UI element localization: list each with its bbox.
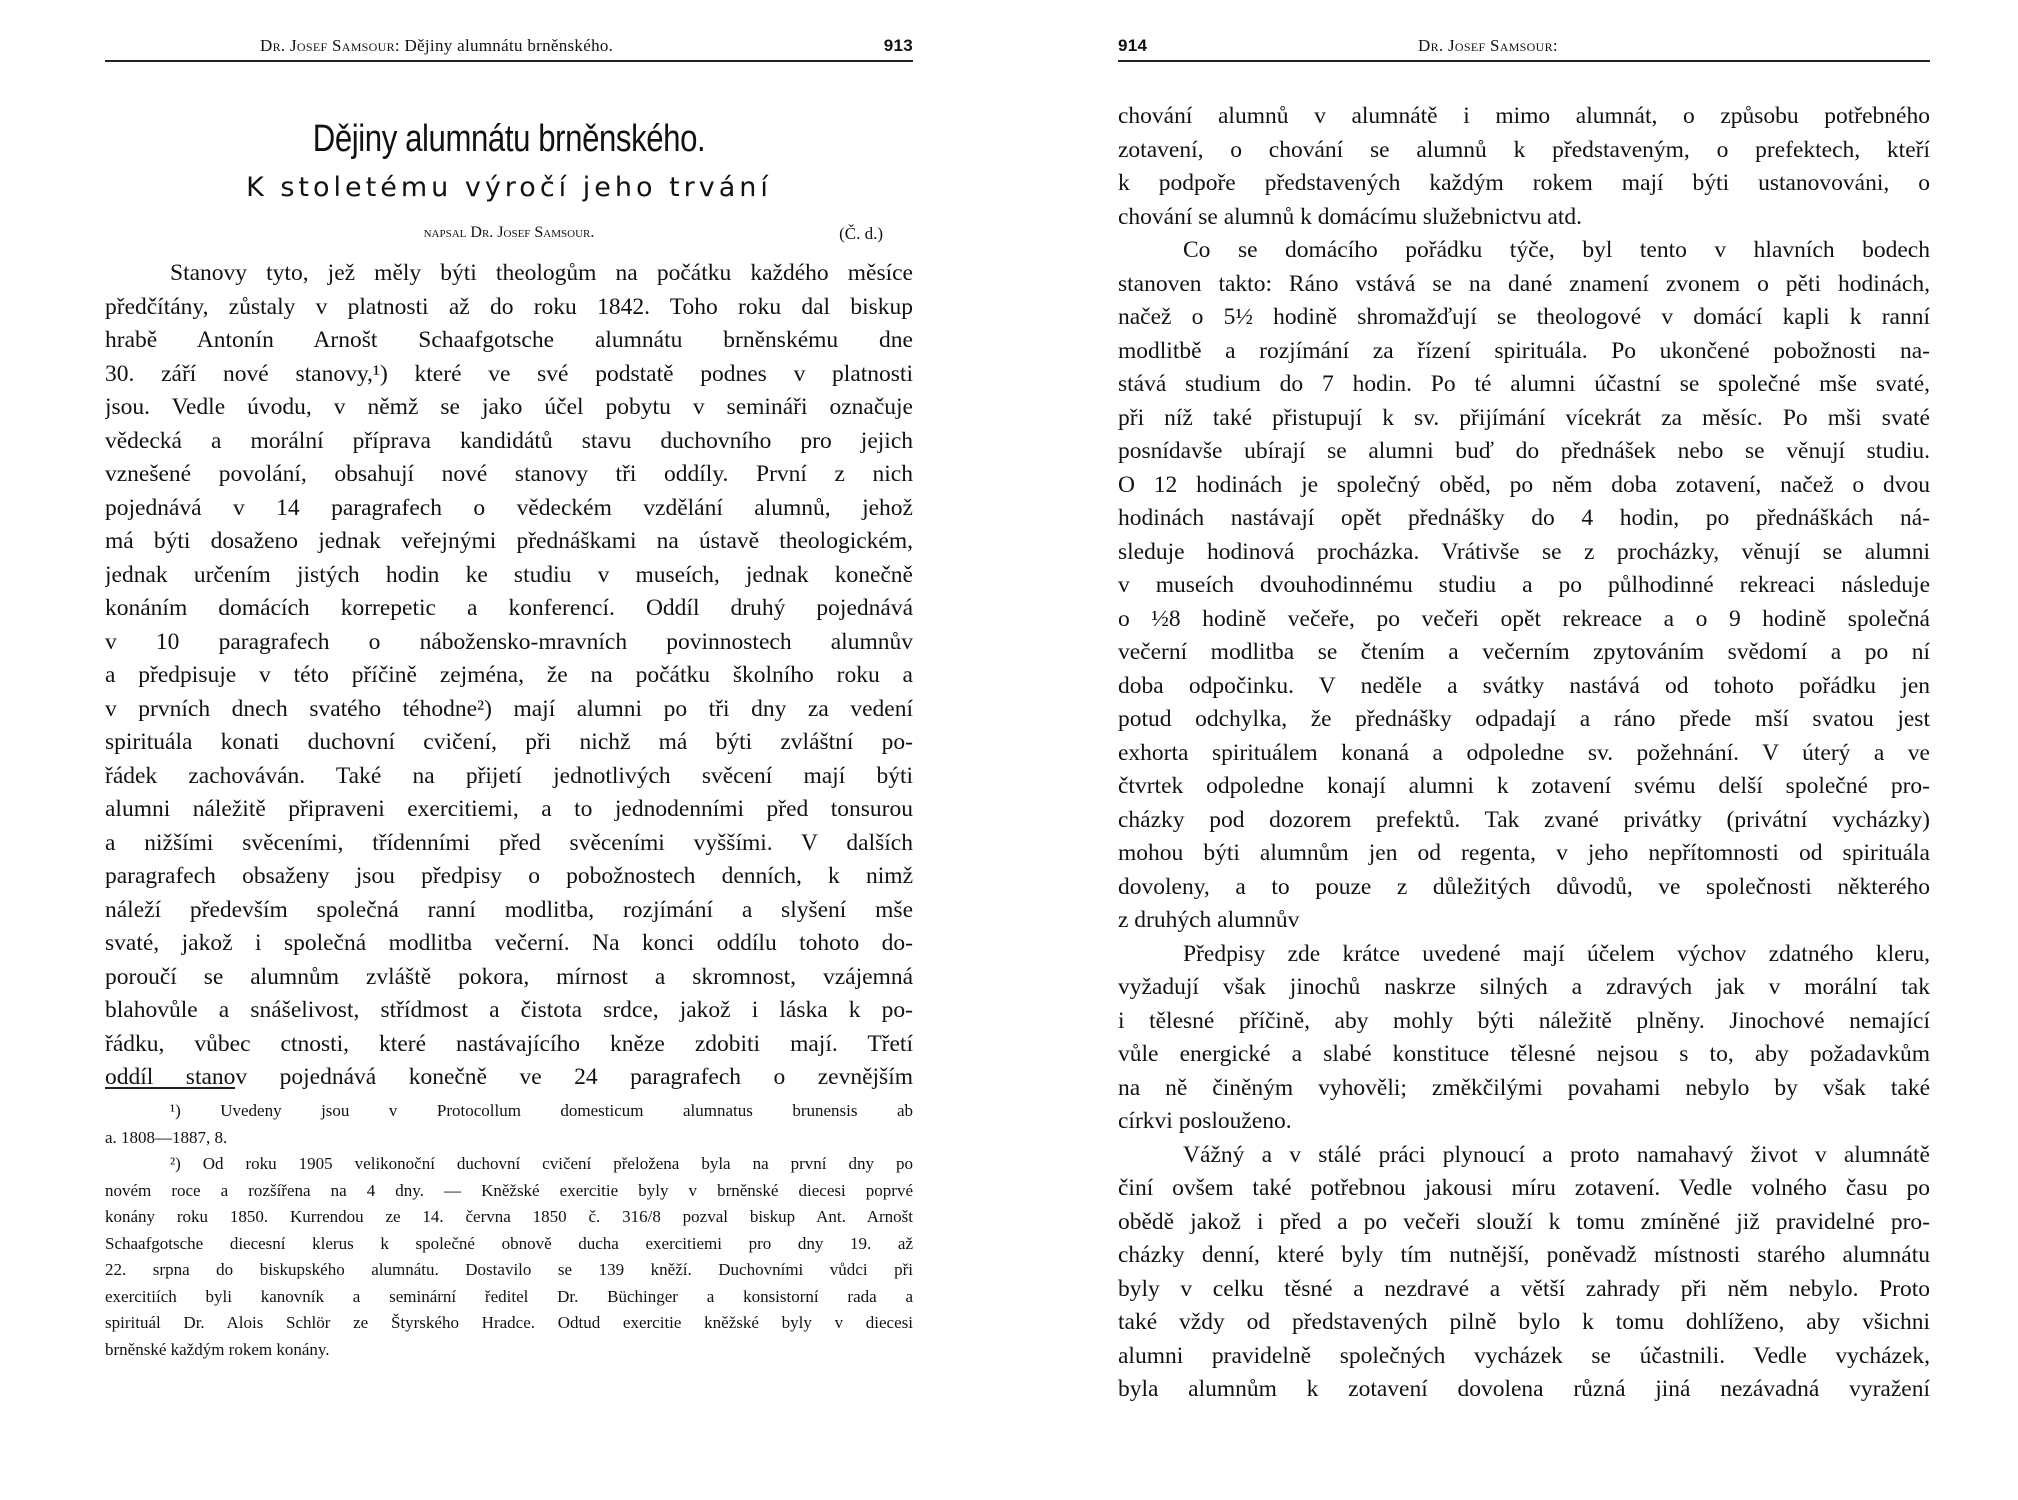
page-number: 913: [883, 36, 913, 55]
text-line: poroučí se alumnům zvláště pokora, mírnost a skromnost, vzájemná: [105, 963, 913, 990]
running-head-author: Dr. Josef Samsour:: [1418, 36, 1558, 55]
text-line: dovoleny, a to pouze z důležitých důvodů, ve společnosti některého: [1118, 873, 1930, 900]
text-line: vůle energické a slabé konstituce tělesné nejsou s to, aby požadavkům: [1118, 1041, 1930, 1067]
text-line: Co se domácího pořádku týče, byl tento v hlavních bodech: [1183, 237, 1930, 263]
text-line: večerní modlitba se čtením a večerním zpytováním svědomí a po ní: [1118, 639, 1930, 665]
footnote-line: spirituál Dr. Alois Schlör ze Štyrského Hradce. Odtud exercitie kněžské byly v diecesi: [105, 1313, 913, 1332]
byline-author: napsal Dr. Josef Samsour.: [423, 224, 595, 241]
text-line: řádek zachováván. Také na přijetí jednotlivých svěcení mají býti: [105, 762, 913, 789]
page-number: 914: [1118, 36, 1148, 55]
text-line: konáním domácích korrepetic a konferencí. Oddíl druhý pojednává: [105, 595, 913, 621]
text-line: při níž také přistupují k sv. přijímání vícekrát za měsíc. Po mši svaté: [1118, 404, 1930, 431]
article-subtitle: K stoletému výročí jeho trvání: [246, 172, 772, 203]
text-line: zotavení, o chování se alumnů k představeným, o prefektech, kteří: [1118, 136, 1930, 163]
text-line: jednak určením jistých hodin ke studiu v museích, jednak konečně: [105, 561, 913, 588]
text-line: alumni náležitě připraveni exercitiemi, a to jednodenními před tonsurou: [105, 796, 913, 822]
text-line: modlitbě a rozjímání za řízení spirituála. Po ukončené pobožnosti na-: [1118, 337, 1930, 364]
article-title: Dějiny alumnátu brněnského.: [312, 118, 706, 160]
text-line: hrabě Antonín Arnošt Schaafgotsche alumnátu brněnskému dne: [105, 327, 913, 353]
text-line: O 12 hodinách je společný oběd, po něm doba zotavení, načež o dvou: [1118, 471, 1930, 498]
continuation-note: (Č. d.): [839, 224, 883, 243]
text-line: čtvrtek odpoledne konají alumni k zotavení svému delší společné pro-: [1118, 773, 1930, 799]
text-line: posnídavše ubírají se alumni buď do přednášek nebo se věnují studiu.: [1118, 438, 1930, 464]
text-line: byla alumnům k zotavení dovolena různá jiná nezávadná vyražení: [1118, 1376, 1930, 1402]
text-line: svaté, jakož i společná modlitba večerní. Na konci oddílu tohoto do-: [105, 930, 913, 956]
text-line: cházky denní, které byly tím nutnější, poněvadž místnosti starého alumnátu: [1118, 1242, 1930, 1268]
text-line: obědě jakož i před a po večeři slouží k tomu zmíněné již pravidelné pro-: [1118, 1208, 1930, 1235]
footnote-line: ¹) Uvedeny jsou v Protocollum domesticum alumnatus brunensis ab: [170, 1101, 913, 1120]
text-line: stává studium do 7 hodin. Po té alumni účastní se společné mše svaté,: [1118, 371, 1930, 397]
text-line: potud odchylka, že přednášky odpadají a ráno přede mší svatou jest: [1118, 706, 1930, 732]
running-head: [1118, 30, 1930, 62]
text-line: církvi poslouženo.: [1118, 1108, 1292, 1134]
running-head-author: Dr. Josef Samsour:: [260, 36, 400, 55]
running-head: [105, 30, 913, 62]
text-line: i tělesné příčině, aby mohly býti náležitě plněny. Jinochové nemající: [1118, 1007, 1930, 1034]
footnote-line: konány roku 1850. Kurrendou ze 14. června 1850 č. 316/8 pozval biskup Ant. Arnošt: [105, 1207, 913, 1226]
text-line: v museích dvouhodinnému studiu a po půlhodinné rekreaci následuje: [1118, 572, 1930, 598]
text-line: činí ovšem také potřebnou jakousi míru zotavení. Vedle volného času po: [1118, 1175, 1930, 1201]
footnote-line: Schaafgotsche diecesní klerus k společné obnově ducha exercitiemi pro dny 19. až: [105, 1233, 913, 1253]
text-line: spirituála konati duchovní cvičení, při nichž má býti zvláštní po-: [105, 729, 913, 755]
footnote-line: a. 1808—1887, 8.: [105, 1127, 228, 1147]
text-line: exhorta spirituálem konaná a odpoledne sv. požehnání. V úterý a ve: [1118, 739, 1930, 766]
text-line: chování alumnů v alumnátě i mimo alumnát, o způsobu potřebného: [1118, 103, 1930, 129]
text-line: vznešené povolání, obsahují nové stanovy tři oddíly. První z nich: [105, 461, 913, 487]
footnote-rule: [105, 1087, 235, 1089]
running-head-title: [260, 36, 613, 56]
text-line: na ně činěným vyhověli; změkčilými povahami nebylo by však také: [1118, 1074, 1930, 1101]
footnote-line: novém roce a rozšířena na 4 dny. — Kněžské exercitie byly v brněnské diecesi poprvé: [105, 1180, 913, 1200]
footnote-line: ²) Od roku 1905 velikonoční duchovní cvičení přeložena byla na první dny po: [170, 1154, 913, 1173]
text-line: řádku, vůbec ctnosti, které nastávajícího kněze zdobiti mají. Třetí: [105, 1030, 913, 1057]
byline: [105, 224, 913, 242]
body-text: [1118, 100, 1930, 1407]
text-line: jsou. Vedle úvodu, v němž se jako účel pobytu v semináři označuje: [105, 394, 913, 420]
text-line: v 10 paragrafech o nábožensko-mravních povinnostech alumnův: [105, 628, 913, 655]
text-line: byly v celku těsné a nezdravé a větší zahrady při něm nebylo. Proto: [1118, 1275, 1930, 1302]
footnote-line: exercitiích byli kanovník a seminární ředitel Dr. Büchinger a konsistorní rada a: [105, 1286, 913, 1306]
footnotes: [105, 1098, 913, 1363]
text-line: vědecká a morální příprava kandidátů stavu duchovního pro jejich: [105, 427, 913, 454]
text-line: mohou býti alumnům jen od regenta, v jeho nepřítomnosti od spirituála: [1118, 840, 1930, 866]
text-line: předčítány, zůstaly v platnosti až do roku 1842. Toho roku dal biskup: [105, 293, 913, 320]
body-text: [105, 257, 913, 1095]
text-line: oddíl stanov pojednává konečně ve 24 paragrafech o zevnějším: [105, 1064, 913, 1090]
running-head-work: Dějiny alumnátu brněnského.: [404, 36, 614, 55]
text-line: paragrafech obsaženy jsou předpisy o pobožnostech denních, k nimž: [105, 863, 913, 889]
text-line: stanoven takto: Ráno vstává se na dané znamení zvonem o pěti hodinách,: [1118, 270, 1930, 297]
footnote-line: brněnské každým rokem konány.: [105, 1339, 330, 1359]
text-line: vyžadují však jinochů naskrze silných a zdravých jak v morální tak: [1118, 974, 1930, 1000]
text-line: k podpoře představených každým rokem mají býti ustanovováni, o: [1118, 170, 1930, 196]
text-line: 30. září nové stanovy,¹) které ve své podstatě podnes v platnosti: [105, 360, 913, 387]
text-line: Předpisy zde krátce uvedené mají účelem výchov zdatného kleru,: [1183, 940, 1930, 967]
text-line: v prvních dnech svatého téhodne²) mají alumni po tři dny za vedení: [105, 695, 913, 722]
text-line: a nižšími svěceními, třídenními před svěceními vyššími. V dalších: [105, 829, 913, 856]
page-914: [1118, 0, 1930, 1500]
text-line: hodinách nastávají opět přednášky do 4 hodin, po přednáškách ná-: [1118, 505, 1930, 531]
text-line: pojednává v 14 paragrafech o vědeckém vzdělání alumnů, jehož: [105, 494, 913, 521]
text-line: z druhých alumnův: [1118, 907, 1300, 933]
text-line: sleduje hodinová procházka. Vrátivše se z procházky, věnují se alumni: [1118, 538, 1930, 565]
text-line: o ½8 hodině večeře, po večeři opět rekreace a o 9 hodině společná: [1118, 605, 1930, 632]
text-line: chování se alumnů k domácímu služebnictvu atd.: [1118, 203, 1583, 230]
text-line: Stanovy tyto, jež měly býti theologům na počátku každého měsíce: [170, 260, 913, 286]
text-line: má býti dosaženo jednak veřejnými přednáškami na ústavě theologickém,: [105, 528, 913, 554]
text-line: alumni pravidelně společných vycházek se účastnili. Vedle vycházek,: [1118, 1342, 1930, 1369]
text-line: a předpisuje v této příčině zejména, že na počátku školního roku a: [105, 662, 913, 688]
text-line: také vždy od představených pilně bylo k tomu dohlíženo, aby všichni: [1118, 1309, 1930, 1335]
text-line: Vážný a v stálé práci plynoucí a proto namahavý život v alumnátě: [1183, 1141, 1930, 1168]
page-913: [105, 0, 913, 1500]
text-line: náleží především společná ranní modlitba, rozjímání a slyšení mše: [105, 896, 913, 923]
footnote-line: 22. srpna do biskupského alumnátu. Dostavilo se 139 kněží. Duchovními vůdci při: [105, 1260, 913, 1279]
text-line: cházky pod dozorem prefektů. Tak zvané privátky (privátní vycházky): [1118, 806, 1930, 833]
text-line: blahovůle a snášelivost, střídmost a čistota srdce, jakož i láska k po-: [105, 997, 913, 1023]
text-line: načež o 5½ hodině shromažďují se theologové v domácí kapli k ranní: [1118, 304, 1930, 330]
text-line: doba odpočinku. V neděle a svátky nastává od tohoto pořádku jen: [1118, 672, 1930, 699]
